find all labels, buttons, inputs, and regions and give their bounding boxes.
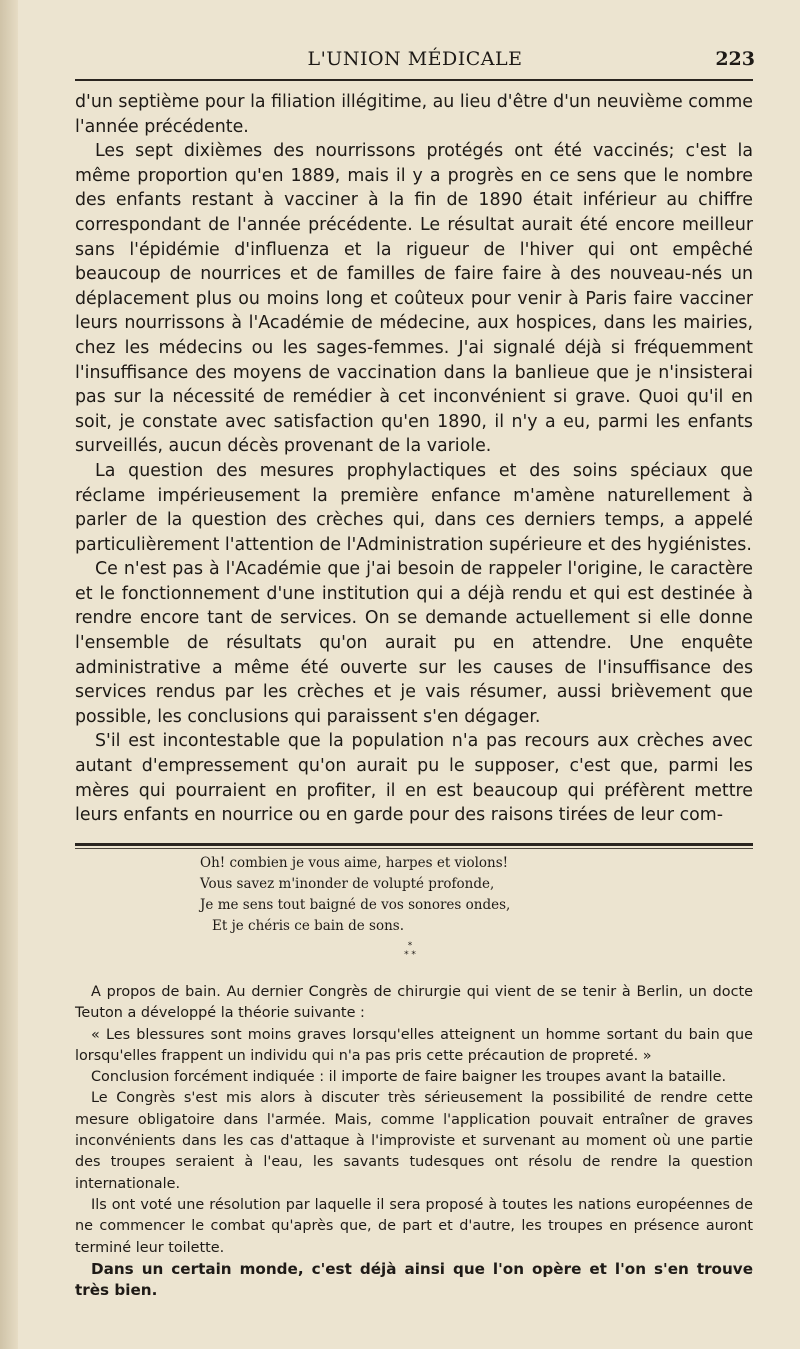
asterism-top: * xyxy=(407,941,413,951)
poem-line: Vous savez m'inonder de volupté profonde, xyxy=(200,876,495,892)
feuilleton-rule xyxy=(75,843,753,846)
paragraph: Les sept dixièmes des nourrissons protégés ont été vaccinés; c'est la même proportion qu'en 1889, mais il y a progrès en ce sens que le nombre des enfants restant à vacciner à la fin de 1890 était inférieur au chiffre correspondant de l'année précédente. Le résultat aurait été encore meilleur sans l'épidémie d'influenza et la rigueur de l'hiver qui ont empêché beaucoup de nourrices et de familles de faire faire à des nouveau-nés un déplacement plus ou moins long et coûteux pour venir à Paris faire vacciner leurs nourrissons à l'Académie de médecine, aux hospices, dans les mairies, chez les médecins ou les sages-femmes. J'ai signalé déjà si fréquemment l'insuffisance des moyens de vaccination dans la banlieue que je n'insisterai pas sur la nécessité de remédier à cet inconvénient si grave. Quoi qu'il en soit, je constate avec satisfaction qu'en 1890, il n'y a eu, parmi les enfants surveillés, aucun décès provenant de la variole. xyxy=(75,141,753,457)
feuilleton-rule-thin xyxy=(75,848,753,849)
paragraph: S'il est incontestable que la population n'a pas recours aux crèches avec autant d'empressement qu'on aurait pu le supposer, c'est que, parmi les mères qui pourraient en profiter, il en est beaucoup qui préfèrent mettre leurs enfants en nourrice ou en garde pour des raisons tirées de leur com- xyxy=(75,731,753,826)
note-paragraph: « Les blessures sont moins graves lorsqu'elles atteignent un homme sortant du bain que lorsqu'elles frappent un individu qui n'a pas pris cette précaution de propreté. » xyxy=(75,1026,753,1064)
asterism-bottom: * * xyxy=(404,950,416,960)
main-text xyxy=(75,90,753,828)
note-paragraph: Conclusion forcément indiquée : il importe de faire baigner les troupes avant la bataille. xyxy=(91,1069,727,1086)
closing-remark: Dans un certain monde, c'est déjà ainsi que l'on opère et l'on s'en trouve très bien. xyxy=(75,1259,753,1300)
poem-verse xyxy=(200,853,510,937)
poem-line: Oh! combien je vous aime, harpes et violons! xyxy=(200,855,509,871)
poem-line: Et je chéris ce bain de sons. xyxy=(212,918,404,934)
note-paragraph: Ils ont voté une résolution par laquelle il sera proposé à toutes les nations européennes de ne commencer le combat qu'après que, de part et d'autre, les troupes en présence auront terminé leur toilette. xyxy=(75,1196,753,1256)
paragraph: d'un septième pour la filiation illégitime, au lieu d'être d'un neuvième comme l'année précédente. xyxy=(75,92,753,137)
asterism-separator xyxy=(395,942,425,960)
header-rule xyxy=(75,79,753,81)
running-header xyxy=(75,48,755,74)
page-binding-edge xyxy=(0,0,18,1349)
poem-line: Je me sens tout baigné de vos sonores ondes, xyxy=(200,897,511,913)
feuilleton-notes xyxy=(75,982,753,1301)
page-number: 223 xyxy=(715,48,755,70)
note-paragraph: A propos de bain. Au dernier Congrès de chirurgie qui vient de se tenir à Berlin, un docte Teuton a développé la théorie suivante : xyxy=(75,984,753,1022)
note-paragraph: Le Congrès s'est mis alors à discuter très sérieusement la possibilité de rendre cette mesure obligatoire dans l'armée. Mais, comme l'application pouvait entraîner de graves inconvénients dans les cas d'attaque à l'improviste et survenant au moment où une partie des troupes seraient à l'eau, les savants tudesques ont résolu de rendre la question internationale. xyxy=(75,1090,753,1192)
paragraph: La question des mesures prophylactiques et des soins spéciaux que réclame impérieusement la première enfance m'amène naturellement à parler de la question des crèches qui, dans ces derniers temps, a appelé particulièrement l'attention de l'Administration supérieure et des hygiénistes. xyxy=(75,460,753,555)
paragraph: Ce n'est pas à l'Académie que j'ai besoin de rappeler l'origine, le caractère et le fonctionnement d'une institution qui a déjà rendu et qui est destinée à rendre encore tant de services. On se demande actuellement si elle donne l'ensemble de résultats qu'on aurait pu en attendre. Une enquête administrative a même été ouverte sur les causes de l'insuffisance des services rendus par les crèches et je vais résumer, aussi brièvement que possible, les conclusions qui paraissent s'en dégager. xyxy=(75,559,753,727)
journal-title: L'UNION MÉDICALE xyxy=(307,48,523,70)
